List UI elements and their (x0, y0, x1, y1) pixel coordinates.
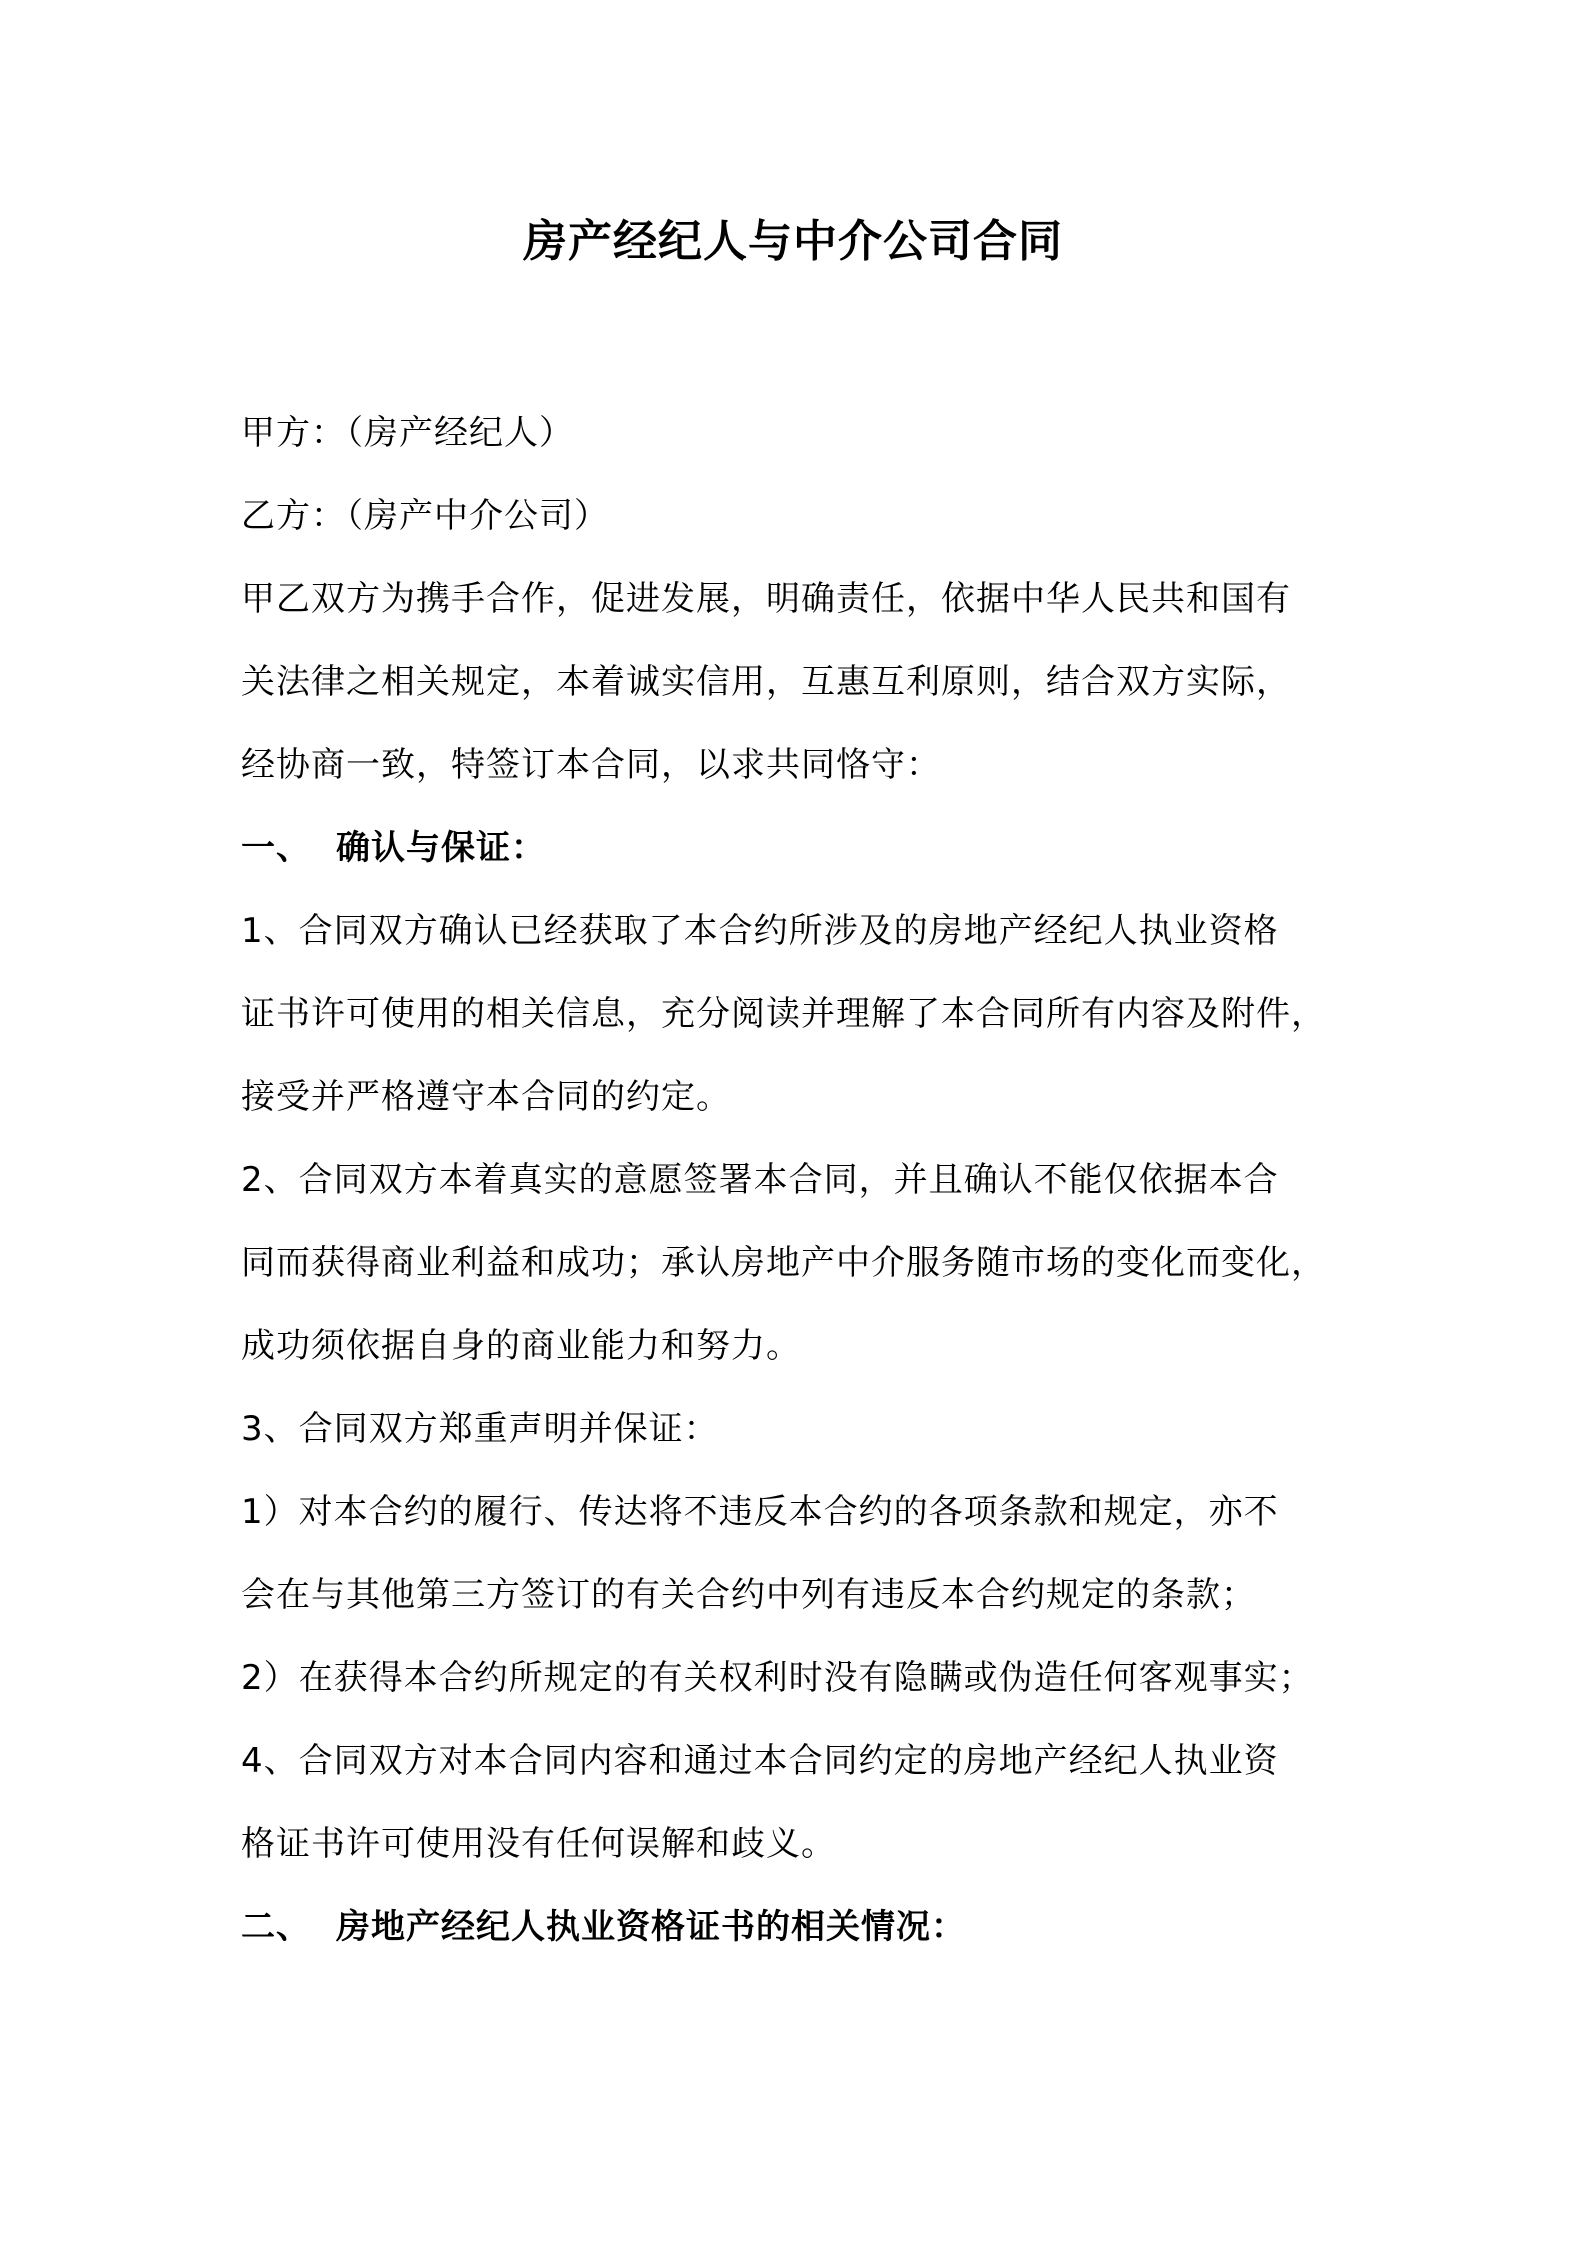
party-b-line: 乙方：（房产中介公司） (241, 496, 609, 536)
clause-1-line: 接受并严格遵守本合同的约定。 (241, 1077, 731, 1117)
section-heading-1 (241, 823, 546, 873)
party-a-line: 甲方：（房产经纪人） (241, 413, 574, 453)
clause-3-item-2-line: 2）在获得本合约所规定的有关权利时没有隐瞒或伪造任何客观事实； (241, 1658, 1314, 1698)
clause-2-line: 成功须依据自身的商业能力和努力。 (241, 1326, 801, 1366)
clause-1-line: 1、合同双方确认已经获取了本合约所涉及的房地产经纪人执业资格 (241, 911, 1279, 951)
section-heading-2 (241, 1902, 966, 1952)
section-number: 一、 (241, 828, 311, 868)
clause-3-line: 3、合同双方郑重声明并保证： (241, 1409, 719, 1449)
preamble-line: 关法律之相关规定，本着诚实信用，互惠互利原则，结合双方实际， (241, 662, 1291, 702)
clause-4-line: 格证书许可使用没有任何误解和歧义。 (241, 1824, 836, 1864)
clause-2-line: 2、合同双方本着真实的意愿签署本合同，并且确认不能仅依据本合 (241, 1160, 1279, 1200)
clause-2-line: 同而获得商业利益和成功；承认房地产中介服务随市场的变化而变化， (241, 1243, 1326, 1283)
clause-3-item-1-line: 会在与其他第三方签订的有关合约中列有违反本合约规定的条款； (241, 1575, 1256, 1615)
clause-3-item-1-line: 1）对本合约的履行、传达将不违反本合约的各项条款和规定，亦不 (241, 1492, 1279, 1532)
clause-4-line: 4、合同双方对本合同内容和通过本合同约定的房地产经纪人执业资 (241, 1741, 1279, 1781)
preamble-line: 经协商一致，特签订本合同，以求共同恪守： (241, 745, 941, 785)
section-title: 确认与保证： (336, 828, 546, 868)
document-title: 房产经纪人与中介公司合同 (523, 216, 1063, 267)
section-number: 二、 (241, 1907, 311, 1947)
section-title: 房地产经纪人执业资格证书的相关情况： (336, 1907, 966, 1947)
preamble-line: 甲乙双方为携手合作，促进发展，明确责任，依据中华人民共和国有 (241, 579, 1291, 619)
clause-1-line: 证书许可使用的相关信息，充分阅读并理解了本合同所有内容及附件， (241, 994, 1326, 1034)
